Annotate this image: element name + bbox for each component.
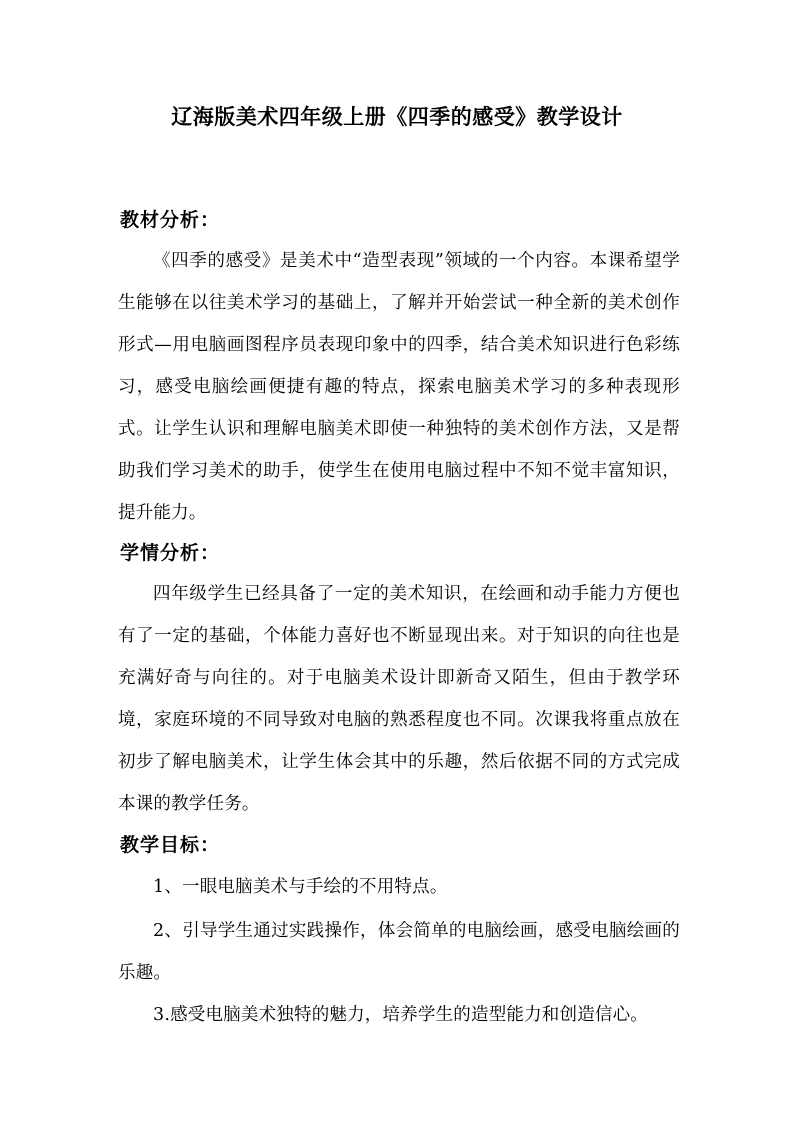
section-heading-teaching-goals: 教学目标： — [120, 834, 221, 856]
teaching-goal-item-2: 2、引导学生通过实践操作，体会简单的电脑绘画，感受电脑绘画的乐趣。 — [118, 921, 680, 983]
section-heading-textbook-analysis: 教材分析： — [120, 209, 221, 231]
teaching-goal-item-3: 3.感受电脑美术独特的魅力，培养学生的造型能力和创造信心。 — [153, 1005, 648, 1025]
document-title: 辽海版美术四年级上册《四季的感受》教学设计 — [171, 104, 623, 129]
section-paragraph-textbook-analysis: 《四季的感受》是美术中“造型表现”领域的一个内容。本课希望学生能够在以往美术学习的基础上，了解并开始尝试一种全新的美术创作形式—用电脑画图程序员表现印象中的四季，结合美术知识进行色彩练习，感受电脑绘画便捷有趣的特点，探索电脑美术学习的多种表现形式。让学生认识和理解电脑美术即使一种独特的美术创作方法，又是帮助我们学习美术的助手，使学生在使用电脑过程中不知不觉丰富知识，提升能力。 — [118, 251, 680, 523]
teaching-goal-item-1: 1、一眼电脑美术与手绘的不用特点。 — [153, 877, 448, 897]
section-heading-student-analysis: 学情分析： — [120, 542, 221, 564]
section-paragraph-student-analysis: 四年级学生已经具备了一定的美术知识，在绘画和动手能力方便也有了一定的基础，个体能力喜好也不断显现出来。对于知识的向往也是充满好奇与向往的。对于电脑美术设计即新奇又陌生，但由于教学环境，家庭环境的不同导致对电脑的熟悉程度也不同。次课我将重点放在初步了解电脑美术，让学生体会其中的乐趣，然后依据不同的方式完成本课的教学任务。 — [118, 584, 680, 814]
